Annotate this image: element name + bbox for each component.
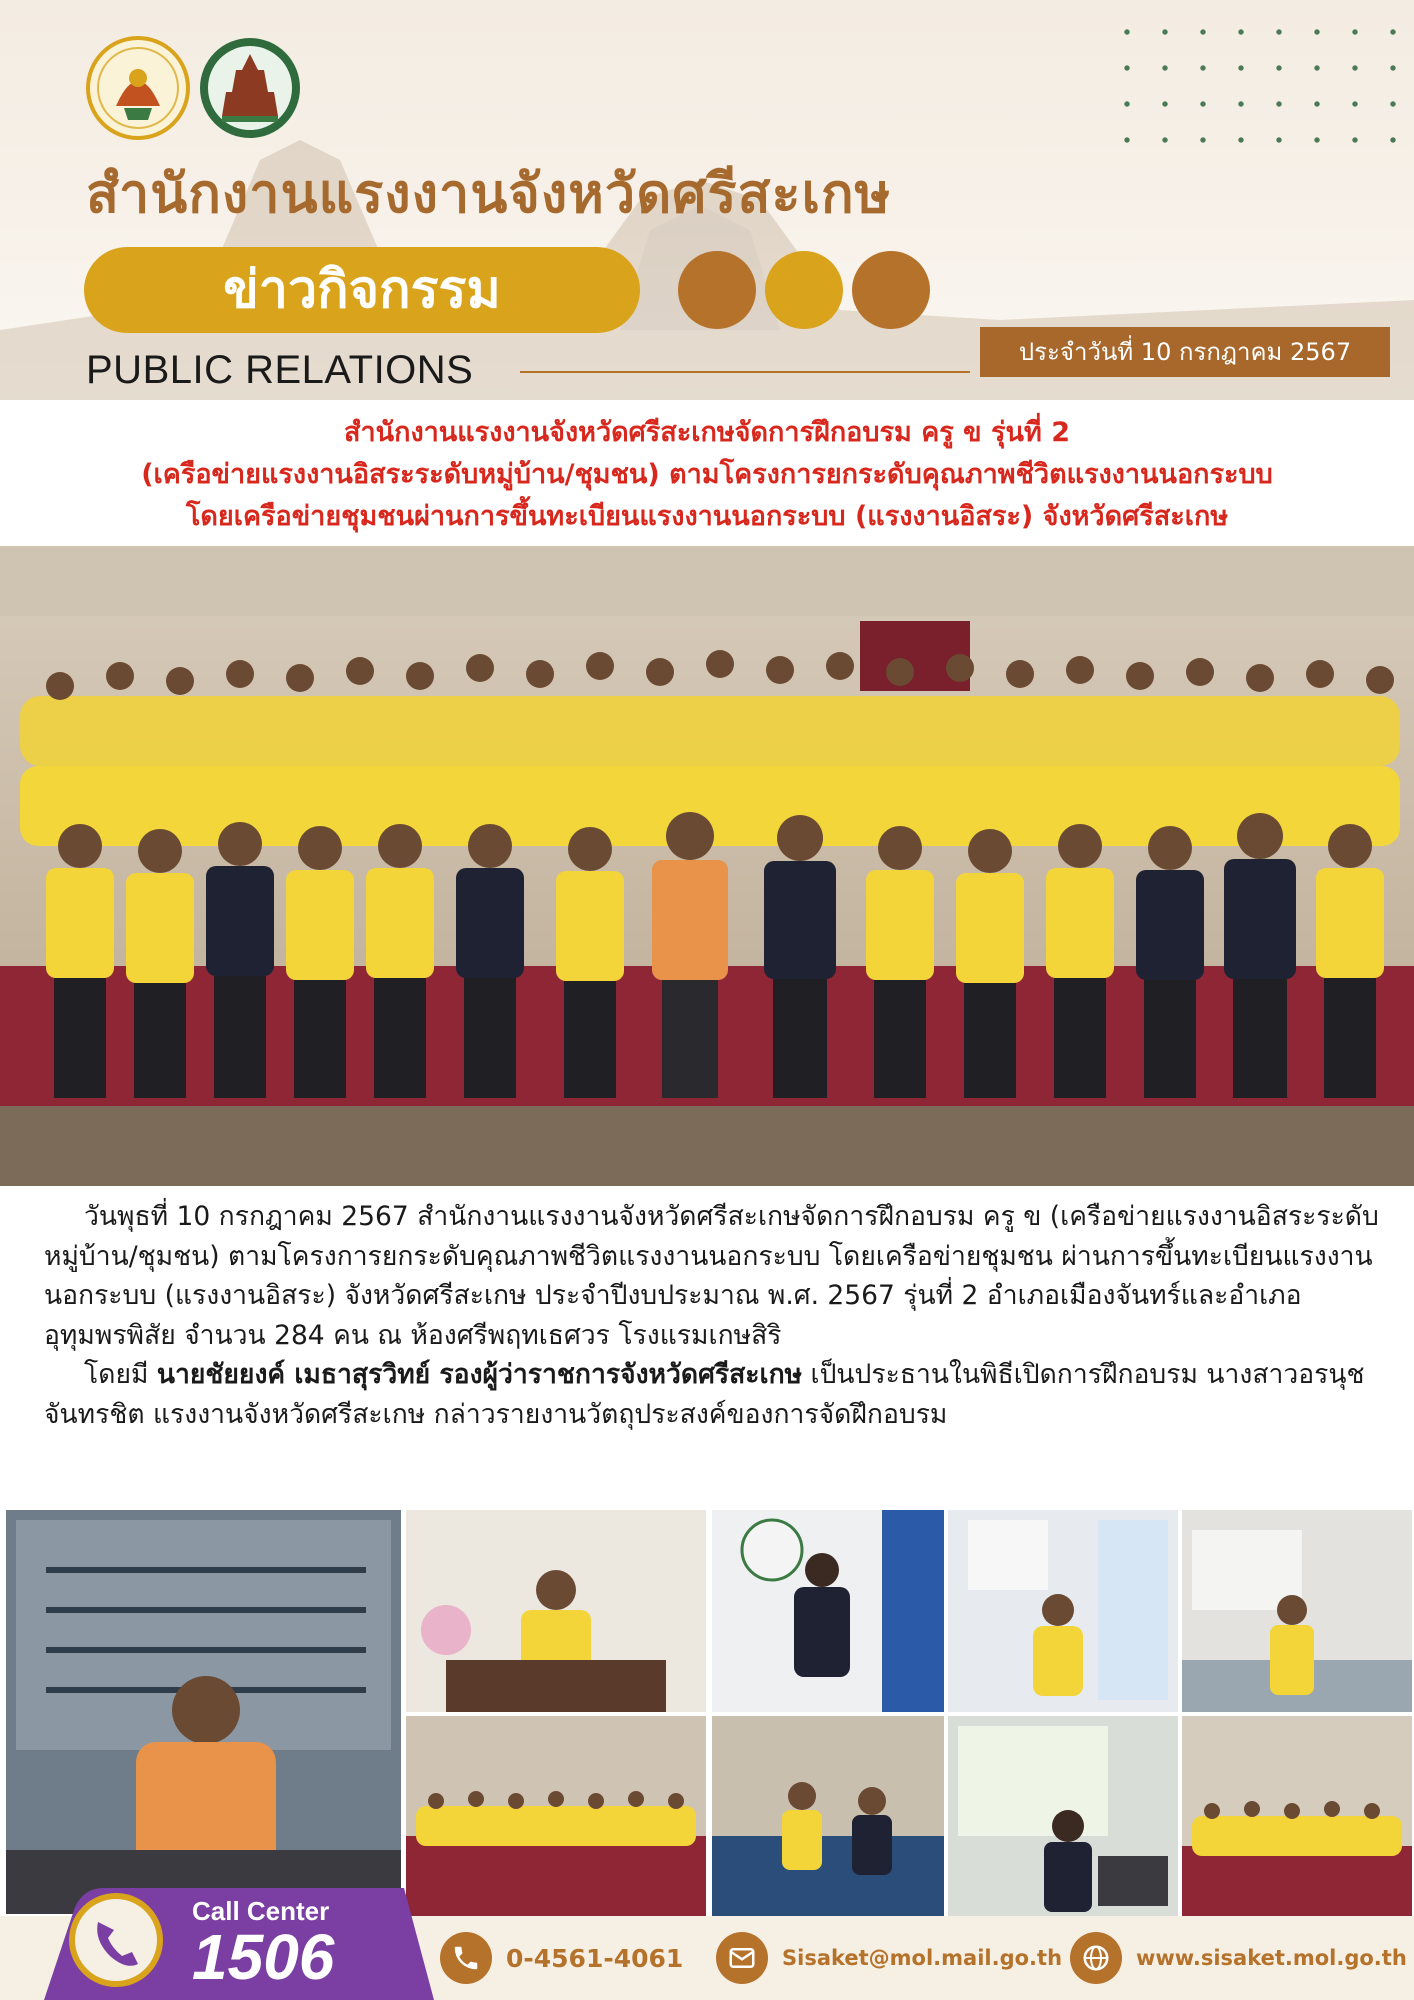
- province-logo-icon: [198, 36, 302, 140]
- email-address: Sisaket@mol.mail.go.th: [782, 1946, 1063, 1970]
- globe-icon: [1070, 1932, 1122, 1984]
- paragraph-2-lead: โดยมี: [84, 1359, 157, 1390]
- gallery-photo: [948, 1716, 1178, 1916]
- gallery-photo: [406, 1716, 706, 1916]
- gallery-photo: [1182, 1716, 1412, 1916]
- decorative-circle: [765, 251, 843, 329]
- article-body: [44, 1197, 1384, 1434]
- email-contact[interactable]: [716, 1932, 1062, 1984]
- paragraph-1: [44, 1197, 1384, 1355]
- news-headline: [0, 412, 1414, 538]
- decorative-dot-grid: [1108, 14, 1408, 144]
- headline-line: (เครือข่ายแรงงานอิสระระดับหมู่บ้าน/ชุมชน) ตามโครงการยกระดับคุณภาพชีวิตแรงงานนอกระบบ: [141, 459, 1273, 490]
- gallery-photo: [6, 1510, 401, 1914]
- photo-gallery: [0, 1510, 1414, 1918]
- chairperson-name: นายชัยยงค์ เมธาสุรวิทย์ รองผู้ว่าราชการจังหวัดศรีสะเกษ: [156, 1359, 803, 1390]
- call-center-label: Call Center: [192, 1896, 330, 1926]
- website-contact[interactable]: [1070, 1932, 1407, 1984]
- paragraph-1-text: วันพุธที่ 10 กรกฎาคม 2567 สำนักงานแรงงานจังหวัดศรีสะเกษจัดการฝึกอบรม ครู ข (เครือข่ายแรงงานอิสระระดับหมู่บ้าน/ชุมชน) ตามโครงการยกระดับคุณภาพชีวิตแรงงานนอกระบบ โดยเครือข่ายชุมชน ผ่านการขึ้นทะเบียนแรงงานนอกระบบ (แรงงานอิสระ) จังหวัดศรีสะเกษ ประจำปีงบประมาณ พ.ศ. 2567 รุ่นที่ 2 อำเภอเมืองจันทร์และอำเภออุทุมพรพิสัย จำนวน 284 คน ณ ห้องศรีพฤทเธศวร โรงแรมเกษสิริ: [44, 1201, 1379, 1351]
- gallery-photo: [712, 1510, 944, 1712]
- group-photo: [0, 546, 1414, 1186]
- headline-line: โดยเครือข่ายชุมชนผ่านการขึ้นทะเบียนแรงงานนอกระบบ (แรงงานอิสระ) จังหวัดศรีสะเกษ: [185, 501, 1229, 532]
- website-url: www.sisaket.mol.go.th: [1136, 1946, 1407, 1970]
- divider-line: [520, 371, 970, 373]
- ministry-logo-icon: [86, 36, 190, 140]
- paragraph-2: [44, 1355, 1384, 1434]
- activity-news-label: ข่าวกิจกรรม: [84, 247, 640, 333]
- gallery-photo: [712, 1716, 944, 1916]
- gallery-photo: [1182, 1510, 1412, 1712]
- decorative-circle: [678, 251, 756, 329]
- gallery-photo: [948, 1510, 1178, 1712]
- mail-icon: [716, 1932, 768, 1984]
- public-relations-subtitle: PUBLIC RELATIONS: [86, 348, 474, 392]
- phone-contact[interactable]: [440, 1932, 683, 1984]
- headline-line: สำนักงานแรงงานจังหวัดศรีสะเกษจัดการฝึกอบรม ครู ข รุ่นที่ 2: [344, 417, 1070, 448]
- phone-icon: [440, 1932, 492, 1984]
- paragraph-2-text: เป็นประธานในพิธีเปิดการฝึกอบรม นางสาวอรนุช จันทรชิต แรงงานจังหวัดศรีสะเกษ กล่าวรายงานวัตถุประสงค์ของการจัดฝึกอบรม: [44, 1359, 1365, 1430]
- date-badge: ประจำวันที่ 10 กรกฎาคม 2567: [980, 327, 1390, 377]
- phone-number: 0-4561-4061: [506, 1943, 684, 1973]
- decorative-circle: [852, 251, 930, 329]
- call-center-number: 1506: [192, 1921, 335, 1993]
- organization-title: สำนักงานแรงงานจังหวัดศรีสะเกษ: [86, 162, 892, 225]
- gallery-photo: [406, 1510, 706, 1712]
